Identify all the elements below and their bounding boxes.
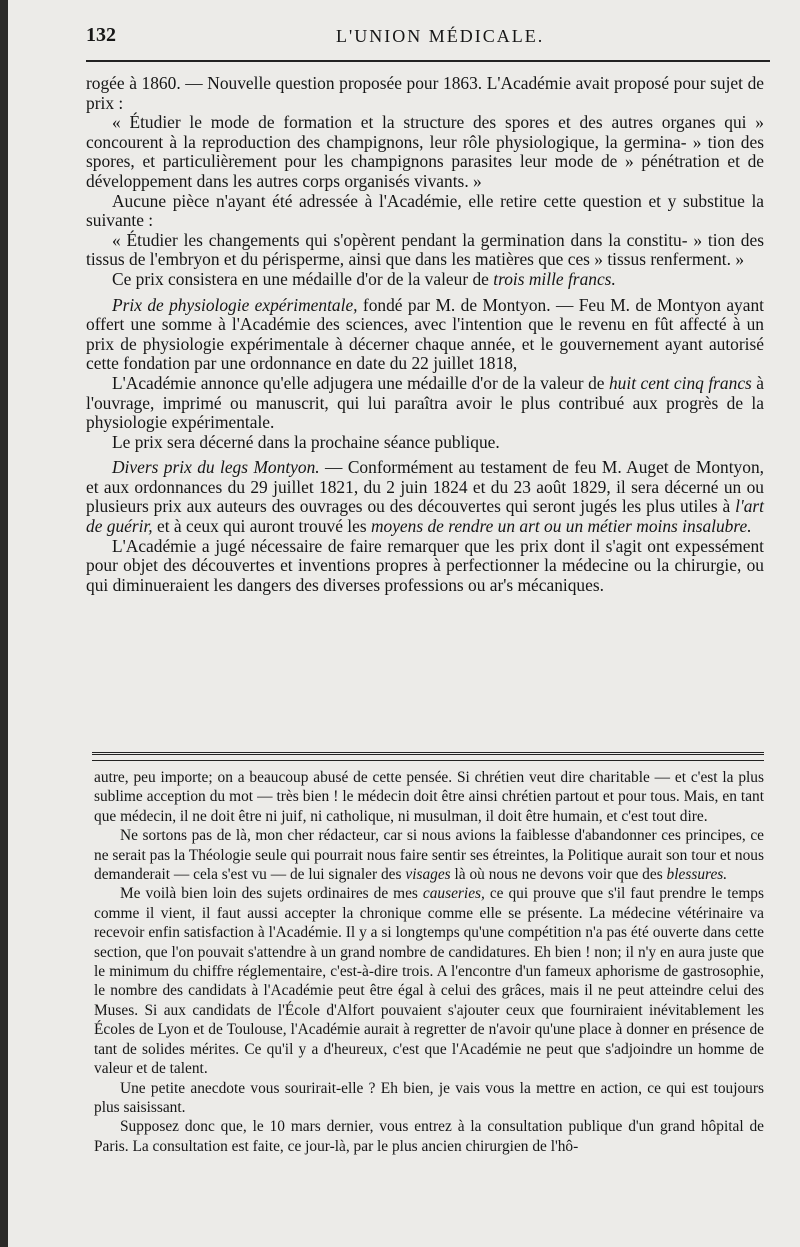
paragraph: Le prix sera décerné dans la prochaine séance publique. [112, 431, 500, 452]
paragraph: Ne sortons pas de là, mon cher rédacteur, car si nous avions la faiblesse d'abandonner ces principes, ce ne serait pas la Théologie seule qui pourrait nous faire sentir ses étreintes, la Politique aurait son tour et nous demanderait — cela s'est vu — de lui signaler des visages là où nous ne devons voir que des blessures. [94, 827, 764, 884]
paragraph: Supposez donc que, le 10 mars dernier, vous entrez à la consultation publique d'un grand hôpital de Paris. La consultation est faite, ce jour-là, par le plus ancien chirurgien de l'hô- [94, 1118, 764, 1155]
quotation: « Étudier le mode de formation et la structure des spores et des autres organes qui » concourent à la reproduction des champignons, leur rôle physiologique, la germina- » tion des spores, et particulièrement pour les champignons parasites leur mode de » pénétration et de développement dans les autres corps organisés vivants. » [86, 112, 764, 191]
academy-prizes-section [86, 74, 764, 595]
paragraph: Aucune pièce n'ayant été adressée à l'Académie, elle retire cette question et y substitue la suivante : [86, 190, 764, 231]
paragraph: L'Académie annonce qu'elle adjugera une médaille d'or de la valeur de huit cent cinq francs à l'ouvrage, imprimé ou manuscrit, qui lui paraîtra avoir le plus contribué aux progrès de la physiologie expérimentale. [86, 372, 764, 433]
prize-title: Divers prix du legs Montyon. [112, 457, 320, 478]
paragraph: Une petite anecdote vous sourirait-elle ? Eh bien, je vais vous la mettre en action, ce qui est toujours plus saisissant. [94, 1079, 764, 1116]
section-divider-thin [92, 760, 764, 761]
section-divider [92, 752, 764, 755]
paragraph: autre, peu importe; on a beaucoup abusé de cette pensée. Si chrétien veut dire charitable — et c'est la plus sublime acception du mot — très bien ! le médecin doit être ainsi chrétien partout et pour tous. Mais, en tant que médecin, il ne doit être ni juif, ni catholique, ni musulman, il doit être humain, et c'est tout dire. [94, 769, 764, 825]
running-title: L'UNION MÉDICALE. [336, 26, 545, 46]
page-number: 132 [86, 24, 116, 46]
paragraph: rogée à 1860. — Nouvelle question proposée pour 1863. L'Académie avait proposé pour sujet de prix : [86, 73, 764, 113]
page-header [86, 24, 770, 50]
paragraph: Prix de physiologie expérimentale, fondé par M. de Montyon. — Feu M. de Montyon ayant offert une somme à l'Académie des sciences, avec l'intention que le revenu en fût affecté à un prix de physiologie expérimentale à décerner chaque année, et le gouvernement ayant autorisé cette fondation par une ordonnance en date du 22 juillet 1818, [86, 294, 764, 374]
quotation: « Étudier les changements qui s'opèrent pendant la germination dans la constitu- » tion des tissus de l'embryon et du périsperme, ainsi que dans les matières que ces » tissus renferment. » [86, 229, 764, 270]
journal-page [8, 0, 800, 1247]
paragraph: Me voilà bien loin des sujets ordinaires de mes causeries, ce qui prouve que s'il faut prendre le temps comme il vient, il faut aussi accepter la chronique comme elle se présente. La médecine vétérinaire va recevoir enfin satisfaction à l'Académie. Il y a si longtemps qu'une compétition n'a pas été ouverte dans cette section, que l'on pouvait s'attendre à un grand nombre de candidatures. Eh bien ! non; il n'y en aura juste que le minimum du chiffre réglementaire, c'est-à-dire trois. A l'encontre d'un fameux aphorisme de gastrosophie, le nombre des candidats à l'Académie peut être égal à celui des grâces, mais il ne peut atteindre celui des Muses. Si aux candidats de l'École d'Alfort pouvaient s'ajouter ceux que fourniraient inévitablement les Écoles de Lyon et de Toulouse, l'Académie aurait à regretter de n'avoir qu'une place à donner en présence de tant de solides mérites. Ce qu'il y a d'heureux, c'est que l'Académie ne peut que s'adjoindre un homme de valeur et de talent. [94, 885, 764, 1078]
paragraph: Ce prix consistera en une médaille d'or de la valeur de trois mille francs. [112, 268, 616, 289]
header-rule [86, 60, 770, 62]
paragraph: Divers prix du legs Montyon. — Conformément au testament de feu M. Auget de Montyon, et aux ordonnances du 29 juillet 1821, du 2 juin 1824 et du 23 août 1829, il sera décerné un ou plusieurs prix aux auteurs des ouvrages ou des découvertes qui seront jugés les plus utiles à l'art de guérir, et à ceux qui auront trouvé les moyens de rendre un art ou un métier moins insalubre. [86, 457, 764, 537]
paragraph: L'Académie a jugé nécessaire de faire remarquer que les prix dont il s'agit ont expessément pour objet des découvertes et inventions propres à perfectionner la médecine ou la chirurgie, ou qui diminueraient les dangers des diverses professions ou ar's mécaniques. [86, 535, 764, 595]
chronicle-section [94, 768, 764, 1156]
prize-title: Prix de physiologie expérimentale, [112, 294, 358, 315]
